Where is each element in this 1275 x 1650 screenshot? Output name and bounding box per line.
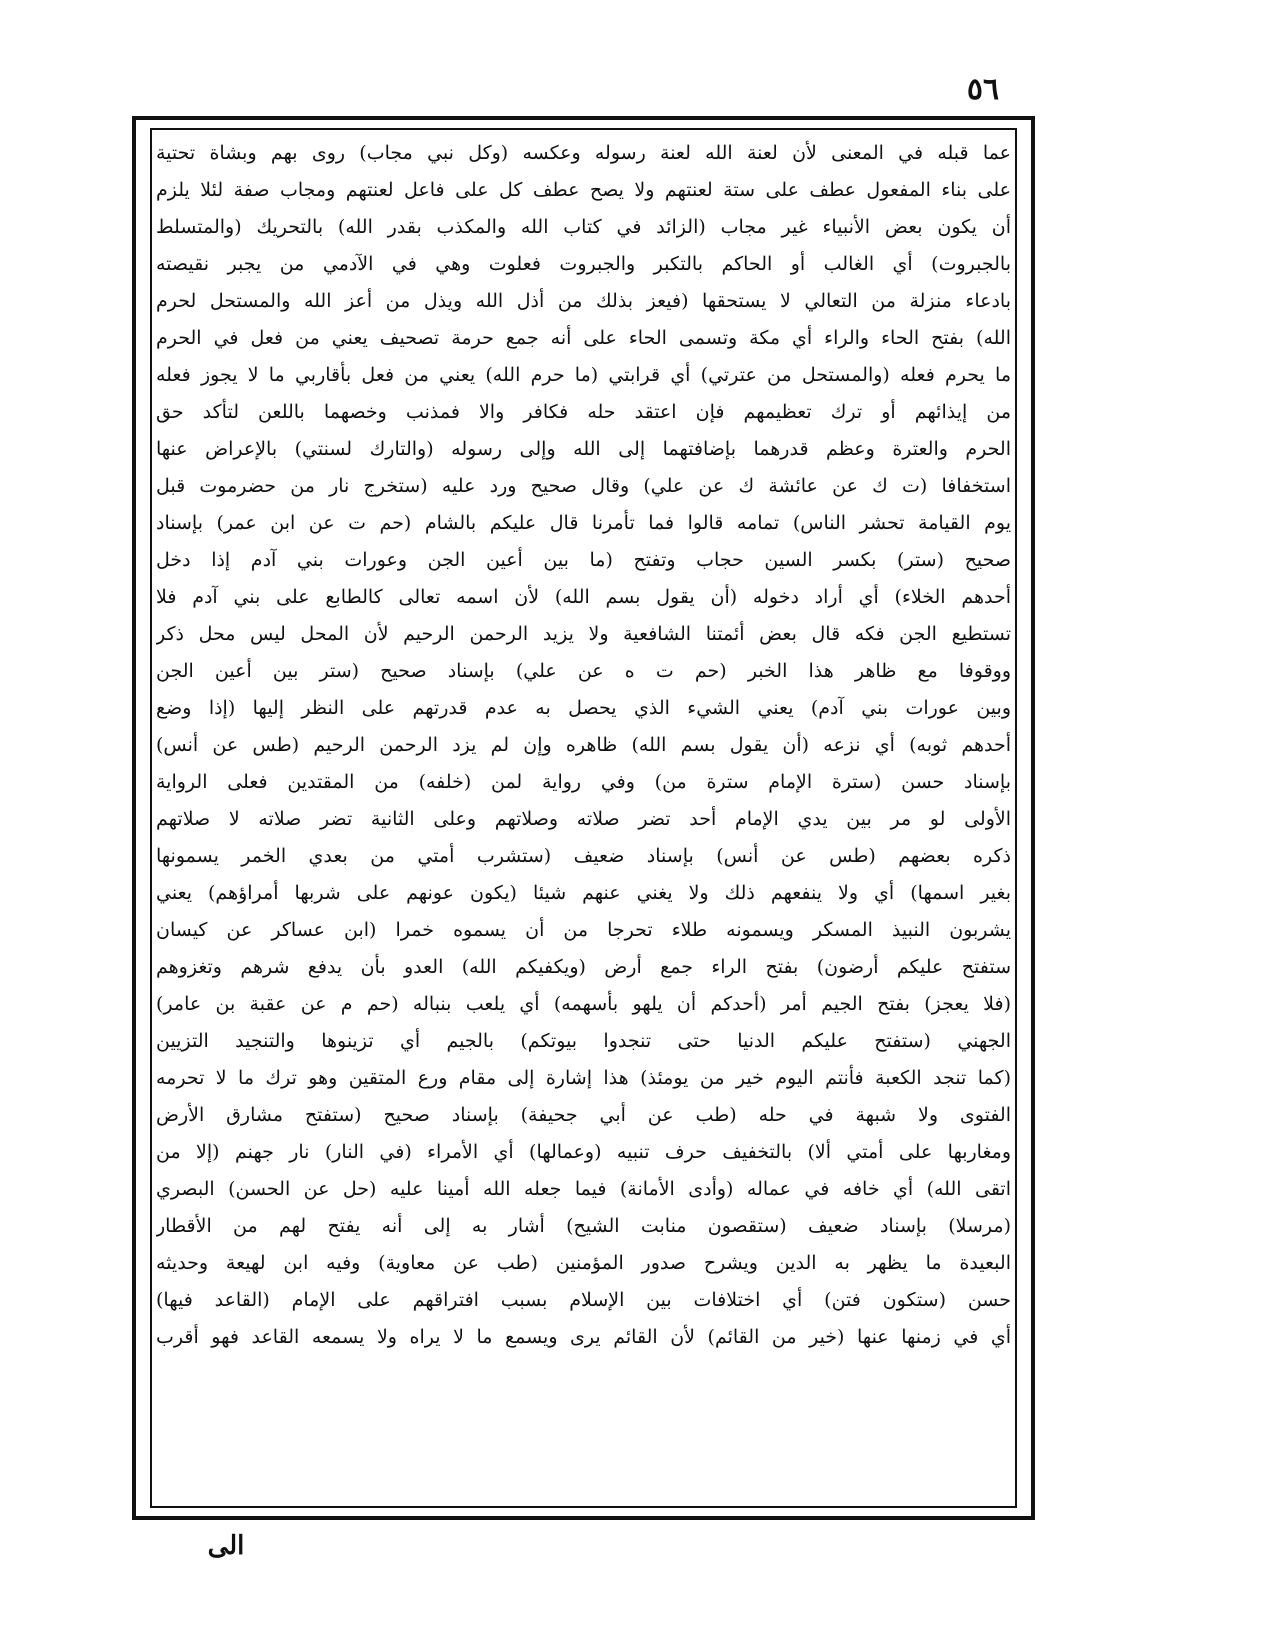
- text-line: يوم القيامة تحشر الناس) تمامه قالوا فما تأمرنا قال عليكم بالشام (حم ت عن ابن عمر) بإسناد: [156, 512, 1011, 534]
- text-line: عما قبله في المعنى لأن لعنة الله لعنة رسوله وعكسه (وكل نبي مجاب) روى بهم وبشاة تحتية: [156, 142, 1011, 164]
- catchword: الى: [207, 1531, 245, 1561]
- text-line: أحدهم ثوبه) أي نزعه (أن يقول بسم الله) ظاهره وإن لم يزد الرحمن الرحيم (طس عن أنس): [156, 734, 1011, 756]
- text-line: الفتوى ولا شبهة في حله (طب عن أبي جحيفة) بإسناد صحيح (ستفتح مشارق الأرض: [156, 1104, 1011, 1126]
- text-line: ومغاربها على أمتي ألا) بالتخفيف حرف تنبيه (وعمالها) أي الأمراء (في النار) نار جهنم (إلا من: [156, 1141, 1011, 1163]
- text-line: استخفافا (ت ك عن عائشة ك عن علي) وقال صحيح ورد عليه (ستخرج نار من حضرموت قبل: [156, 475, 1011, 497]
- text-line: يشربون النبيذ المسكر ويسمونه طلاء تحرجا من أن يسموه خمرا (ابن عساكر عن كيسان: [156, 919, 1011, 941]
- text-line: (مرسلا) بإسناد ضعيف (ستقصون منابت الشيح) أشار به إلى أنه يفتح لهم من الأقطار: [156, 1215, 1011, 1237]
- text-line: صحيح (ستر) بكسر السين حجاب وتفتح (ما بين أعين الجن وعورات بني آدم إذا دخل: [156, 549, 1011, 571]
- text-line: أحدهم الخلاء) أي أراد دخوله (أن يقول بسم الله) لأن اسمه تعالى كالطابع على بني آدم فلا: [156, 586, 1011, 608]
- text-line: الله) بفتح الحاء والراء أي مكة وتسمى الحاء على أنه جمع حرمة تصحيف يعني من فعل في الحرم: [156, 327, 1011, 349]
- text-line: بادعاء منزلة من التعالي لا يستحقها (فيعز بذلك من أذل الله ويذل من أعز الله والمستحل لحرم: [156, 290, 1011, 312]
- text-line: حسن (ستكون فتن) أي اختلافات بين الإسلام بسبب افتراقهم على الإمام (القاعد فيها): [156, 1289, 1011, 1311]
- text-line: تستطيع الجن فكه قال بعض أئمتنا الشافعية ولا يزيد الرحمن الرحيم لأن المحل ليس محل ذكر: [156, 623, 1011, 645]
- text-line: الحرم والعترة وعظم قدرهما بإضافتهما إلى الله وإلى رسوله (والتارك لسنتي) بالإعراض عنها: [156, 438, 1011, 460]
- text-line: أن يكون بعض الأنبياء غير مجاب (الزائد في كتاب الله والمكذب بقدر الله) بالتحريك (والمتسلط: [156, 216, 1011, 238]
- page-number: ٥٦: [966, 72, 1000, 107]
- text-line: ذكره بعضهم (طس عن أنس) بإسناد ضعيف (ستشرب أمتي من بعدي الخمر يسمونها: [156, 845, 1011, 867]
- text-line: ستفتح عليكم أرضون) بفتح الراء جمع أرض (ويكفيكم الله) العدو بأن يدفع شرهم وتغزوهم: [156, 956, 1011, 978]
- text-line: أي في زمنها عنها (خير من القائم) لأن القائم يرى ويسمع ما لا يراه ولا يسمعه القاعد فهو أقرب: [156, 1326, 1011, 1348]
- text-line: بإسناد حسن (سترة الإمام سترة من) وفي رواية لمن (خلفه) من المقتدين فعلى الرواية: [156, 771, 1011, 793]
- text-line: الجهني (ستفتح عليكم الدنيا حتى تنجدوا بيوتكم) بالجيم أي تزينوها والتنجيد التزيين: [156, 1030, 1011, 1052]
- text-line: بالجبروت) أي الغالب أو الحاكم بالتكبر والجبروت فعلوت وهي في الآدمي من يجبر نقيصته: [156, 253, 1011, 275]
- text-line: وبين عورات بني آدم) يعني الشيء الذي يحصل به عدم قدرتهم على النظر إليها (إذا وضع: [156, 697, 1011, 719]
- text-line: الأولى لو مر بين يدي الإمام أحد تضر صلاته وصلاتهم وعلى الثانية تضر صلاته لا صلاتهم: [156, 808, 1011, 830]
- text-line: على بناء المفعول عطف على ستة لعنتهم ولا يصح عطف كل على فاعل لعنتهم ومجاب صفة لئلا يلزم: [156, 179, 1011, 201]
- text-line: ووقوفا مع ظاهر هذا الخبر (حم ت ه عن علي) بإسناد صحيح (ستر بين أعين الجن: [156, 660, 1011, 682]
- text-line: (كما تنجد الكعبة فأنتم اليوم خير من يومئذ) هذا إشارة إلى مقام ورع المتقين وهو ترك ما لا تحرمه: [156, 1067, 1011, 1089]
- text-body: [156, 135, 1011, 1505]
- text-line: من إيذائهم أو ترك تعظيمهم فإن اعتقد حله فكافر والا فمذنب وخصهما باللعن لتأكد حق: [156, 401, 1011, 423]
- text-line: البعيدة ما يظهر به الدين ويشرح صدور المؤمنين (طب عن معاوية) وفيه ابن لهيعة وحديثه: [156, 1252, 1011, 1274]
- text-line: (فلا يعجز) بفتح الجيم أمر (أحدكم أن يلهو بأسهمه) أي يلعب بنباله (حم م عن عقبة بن عامر): [156, 993, 1011, 1015]
- text-line: ما يحرم فعله (والمستحل من عترتي) أي قرابتي (ما حرم الله) يعني من فعل بأقاربي ما لا يجوز فعله: [156, 364, 1011, 386]
- text-line: بغير اسمها) أي ولا ينفعهم ذلك ولا يغني عنهم شيئا (يكون عونهم على شربها أمراؤهم) يعني: [156, 882, 1011, 904]
- text-line: اتقى الله) أي خافه في عماله (وأدى الأمانة) فيما جعله الله أمينا عليه (حل عن الحسن) البصري: [156, 1178, 1011, 1200]
